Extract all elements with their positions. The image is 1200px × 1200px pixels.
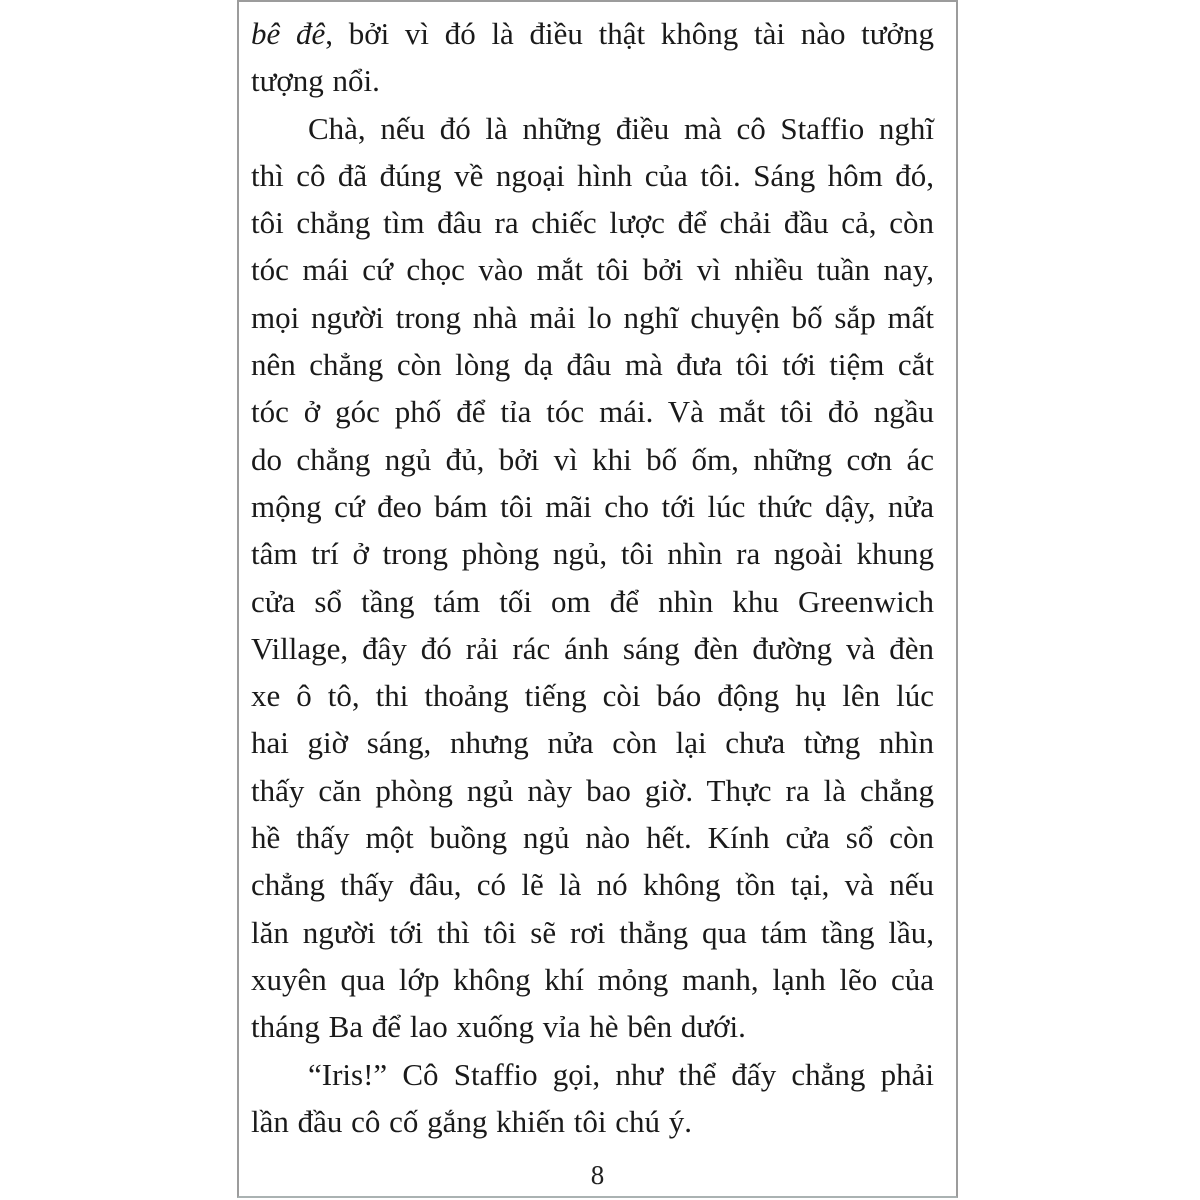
- text-line: nên chẳng còn lòng dạ đâu mà đưa tôi tới tiệm cắt: [251, 347, 934, 383]
- text-line: hề thấy một buồng ngủ nào hết. Kính cửa sổ còn: [251, 820, 934, 856]
- text-line: cửa sổ tầng tám tối om để nhìn khu Greenwich: [251, 583, 934, 619]
- text-line: thì cô đã đúng về ngoại hình của tôi. Sáng hôm đó,: [251, 157, 934, 193]
- text-line: tháng Ba để lao xuống vỉa hè bên dưới.: [251, 1009, 746, 1045]
- text-line: tôi chẳng tìm đâu ra chiếc lược để chải đầu cả, còn: [251, 205, 934, 241]
- text-line: lăn người tới thì tôi sẽ rơi thẳng qua tám tầng lầu,: [251, 914, 934, 950]
- text-line: chẳng thấy đâu, có lẽ là nó không tồn tại, và nếu: [251, 867, 934, 903]
- italic-phrase: bê đê: [251, 16, 326, 51]
- text-line: tâm trí ở trong phòng ngủ, tôi nhìn ra ngoài khung: [251, 536, 934, 572]
- line-text: , bởi vì đó là điều thật không tài nào tưởng: [325, 16, 934, 51]
- text-line: tượng nổi.: [251, 63, 380, 99]
- page-number: 8: [590, 1160, 605, 1190]
- page-text: [239, 2, 956, 1145]
- text-line: thấy căn phòng ngủ này bao giờ. Thực ra là chẳng: [251, 772, 934, 808]
- text-line: tóc mái cứ chọc vào mắt tôi bởi vì nhiều tuần nay,: [251, 252, 934, 288]
- text-line: tóc ở góc phố để tỉa tóc mái. Và mắt tôi đỏ ngầu: [251, 394, 934, 430]
- text-line: xe ô tô, thi thoảng tiếng còi báo động hụ lên lúc: [251, 678, 934, 714]
- text-line: xuyên qua lớp không khí mỏng manh, lạnh lẽo của: [251, 961, 934, 997]
- text-line: do chẳng ngủ đủ, bởi vì khi bố ốm, những cơn ác: [251, 441, 934, 477]
- text-line: hai giờ sáng, nhưng nửa còn lại chưa từng nhìn: [251, 725, 934, 761]
- text-line: mộng cứ đeo bám tôi mãi cho tới lúc thức dậy, nửa: [251, 488, 934, 524]
- book-page: [237, 0, 958, 1198]
- text-line: “Iris!” Cô Staffio gọi, như thể đấy chẳng phải: [308, 1056, 934, 1092]
- text-line: mọi người trong nhà mải lo nghĩ chuyện bố sắp mất: [251, 299, 934, 335]
- text-line: Village, đây đó rải rác ánh sáng đèn đường và đèn: [251, 630, 934, 666]
- text-line: [251, 10, 934, 57]
- text-line: lần đầu cô cố gắng khiến tôi chú ý.: [251, 1103, 693, 1139]
- text-line: Chà, nếu đó là những điều mà cô Staffio nghĩ: [308, 110, 934, 146]
